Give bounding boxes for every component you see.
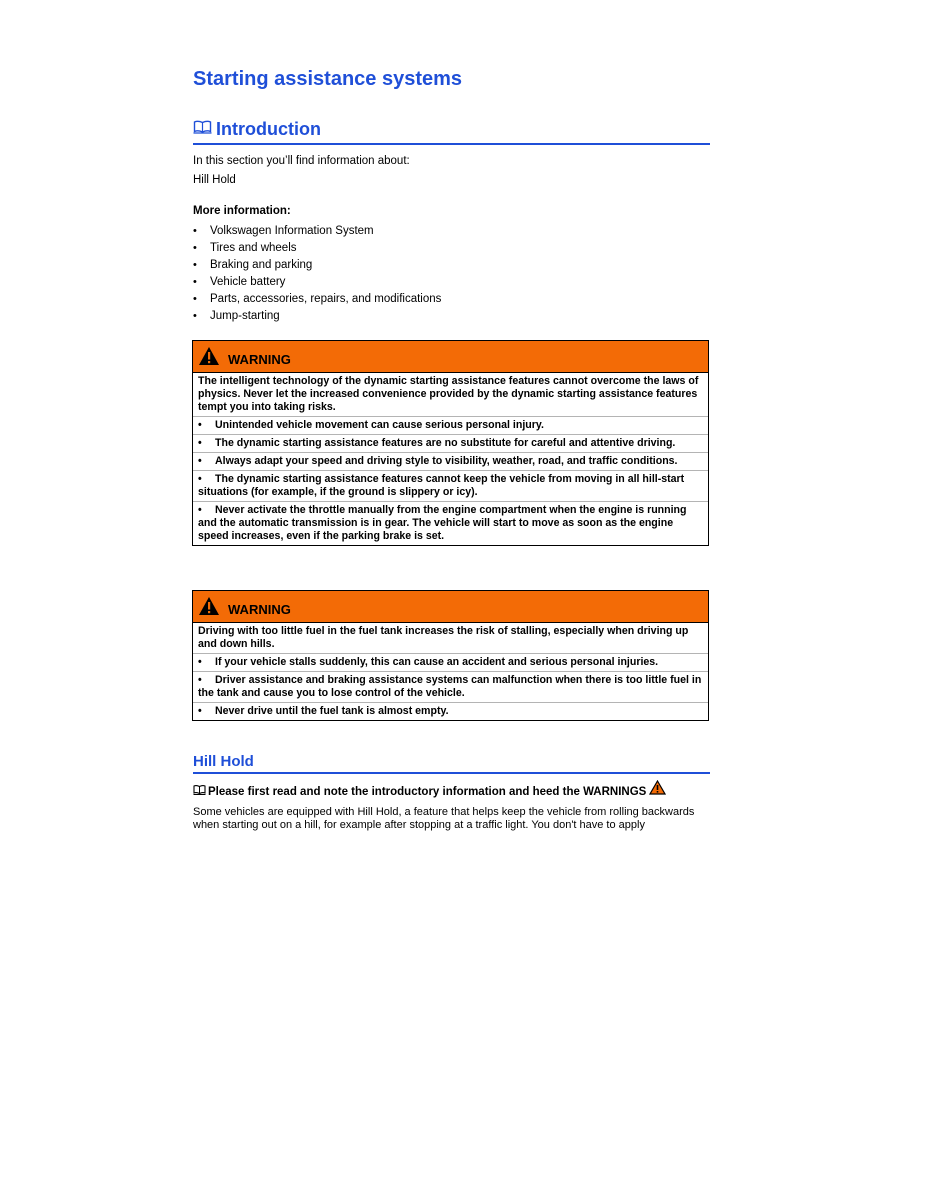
warning-intro-text: The intelligent technology of the dynamic starting assistance features cannot overcome the laws of physics. Never let the increased convenience provided by the dynamic starting assistance features tempt you into taking risks. — [193, 373, 708, 417]
more-info-label: More information: — [193, 205, 291, 217]
warning-box-fuel — [192, 590, 709, 721]
more-info-item[interactable]: • Jump-starting — [193, 308, 441, 325]
warning-triangle-icon — [198, 346, 220, 371]
intro-lead: In this section you’ll find information about: — [193, 155, 410, 167]
warning-bullet: • Always adapt your speed and driving style to visibility, weather, road, and traffic conditions. — [193, 453, 708, 471]
warning-header — [193, 341, 708, 373]
book-icon — [193, 118, 212, 139]
more-info-item[interactable]: • Parts, accessories, repairs, and modifications — [193, 291, 441, 308]
warning-bullet: • If your vehicle stalls suddenly, this can cause an accident and serious personal injuries. — [193, 654, 708, 672]
warning-box-physics — [192, 340, 709, 546]
introduction-heading — [193, 119, 710, 145]
intro-note-text: Please first read and note the introductory information and heed the WARNINGS — [208, 786, 647, 799]
more-info-item[interactable]: • Volkswagen Information System — [193, 223, 441, 240]
warning-bullet: • The dynamic starting assistance features cannot keep the vehicle from moving in all hill-start situations (for example, if the ground is slippery or icy). — [193, 471, 708, 502]
warning-bullet: • Never activate the throttle manually from the engine compartment when the engine is running and the automatic transmission is in gear. The vehicle will start to move as soon as the engine speed increases, even if the parking brake is set. — [198, 504, 687, 542]
page-title: Starting assistance systems — [193, 68, 463, 90]
intro-topic-link[interactable]: Hill Hold — [193, 174, 236, 186]
warning-triangle-icon[interactable] — [649, 780, 666, 798]
warning-intro-text: Driving with too little fuel in the fuel tank increases the risk of stalling, especially when driving up and down hills. — [193, 623, 708, 654]
intro-note — [193, 783, 666, 801]
more-info-item[interactable]: • Tires and wheels — [193, 240, 441, 257]
hill-hold-heading: Hill Hold — [193, 753, 710, 774]
book-icon — [193, 784, 206, 798]
warning-bullet: • The dynamic starting assistance features are no substitute for careful and attentive driving. — [193, 435, 708, 453]
more-info-item[interactable]: • Vehicle battery — [193, 274, 441, 291]
warning-label: WARNING — [228, 352, 291, 367]
warning-label: WARNING — [228, 602, 291, 617]
warning-bullet: • Never drive until the fuel tank is almost empty. — [198, 705, 449, 717]
hill-hold-body: Some vehicles are equipped with Hill Hold, a feature that helps keep the vehicle from rolling backwards when starting out on a hill, for example after stopping at a traffic light. You don't have to apply — [193, 806, 695, 831]
warning-bullet: • Driver assistance and braking assistance systems can malfunction when there is too little fuel in the tank and cause you to lose control of the vehicle. — [193, 672, 708, 703]
more-info-item[interactable]: • Braking and parking — [193, 257, 441, 274]
more-info-list — [193, 223, 441, 325]
warning-triangle-icon — [198, 596, 220, 621]
warning-header — [193, 591, 708, 623]
warning-bullet: • Unintended vehicle movement can cause serious personal injury. — [193, 417, 708, 435]
introduction-heading-text: Introduction — [216, 119, 321, 139]
